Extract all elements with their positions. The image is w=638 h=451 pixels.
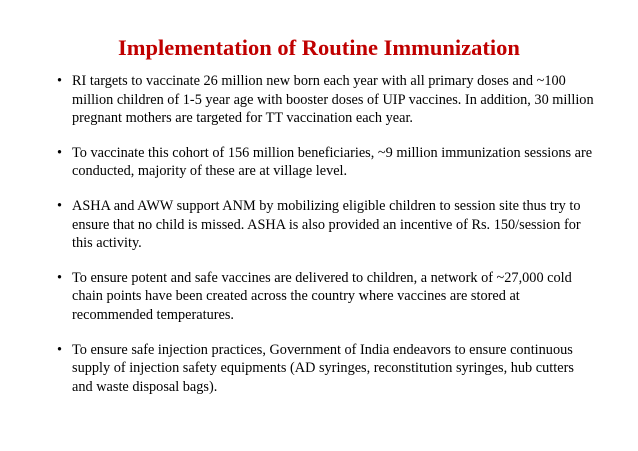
bullet-text-asha-aww: ASHA and AWW support ANM by mobilizing eligible children to session site thus try to ensure that no child is missed. ASHA is also provided an incentive of Rs. 150/session for this activity. bbox=[72, 197, 581, 252]
bullet-dot-icon: • bbox=[57, 341, 63, 358]
bullet-text-sessions: To vaccinate this cohort of 156 million beneficiaries, ~9 million immunization sessions are conducted, majority of these are at village level. bbox=[72, 144, 593, 180]
bullet-text-cold-chain: To ensure potent and safe vaccines are delivered to children, a network of ~27,000 cold chain points have been created across the country where vaccines are stored at recommended temperatures. bbox=[72, 269, 572, 323]
bullet-item-targets bbox=[55, 72, 595, 128]
bullet-text-targets: RI targets to vaccinate 26 million new born each year with all primary doses and ~100 million children of 1-5 year age with booster doses of UIP vaccines. In addition, 30 million pregnant mothers are targeted for TT vaccination each year. bbox=[72, 73, 594, 127]
bullet-dot-icon: • bbox=[57, 269, 63, 286]
bullet-item-injection-safety bbox=[55, 341, 595, 397]
bullet-dot-icon: • bbox=[57, 144, 63, 161]
bullet-text-injection-safety: To ensure safe injection practices, Government of India endeavors to ensure continuous supply of injection safety equipments (AD syringes, reconstitution syringes, hub cutters and waste disposal bags). bbox=[72, 341, 574, 395]
slide-title: Implementation of Routine Immunization bbox=[118, 35, 520, 60]
bullet-item-sessions bbox=[55, 144, 595, 181]
bullet-item-cold-chain bbox=[55, 269, 595, 325]
bullet-dot-icon: • bbox=[57, 197, 63, 214]
bullet-item-asha-aww bbox=[55, 197, 595, 253]
bullet-dot-icon: • bbox=[57, 73, 63, 89]
bullet-list bbox=[55, 72, 595, 412]
